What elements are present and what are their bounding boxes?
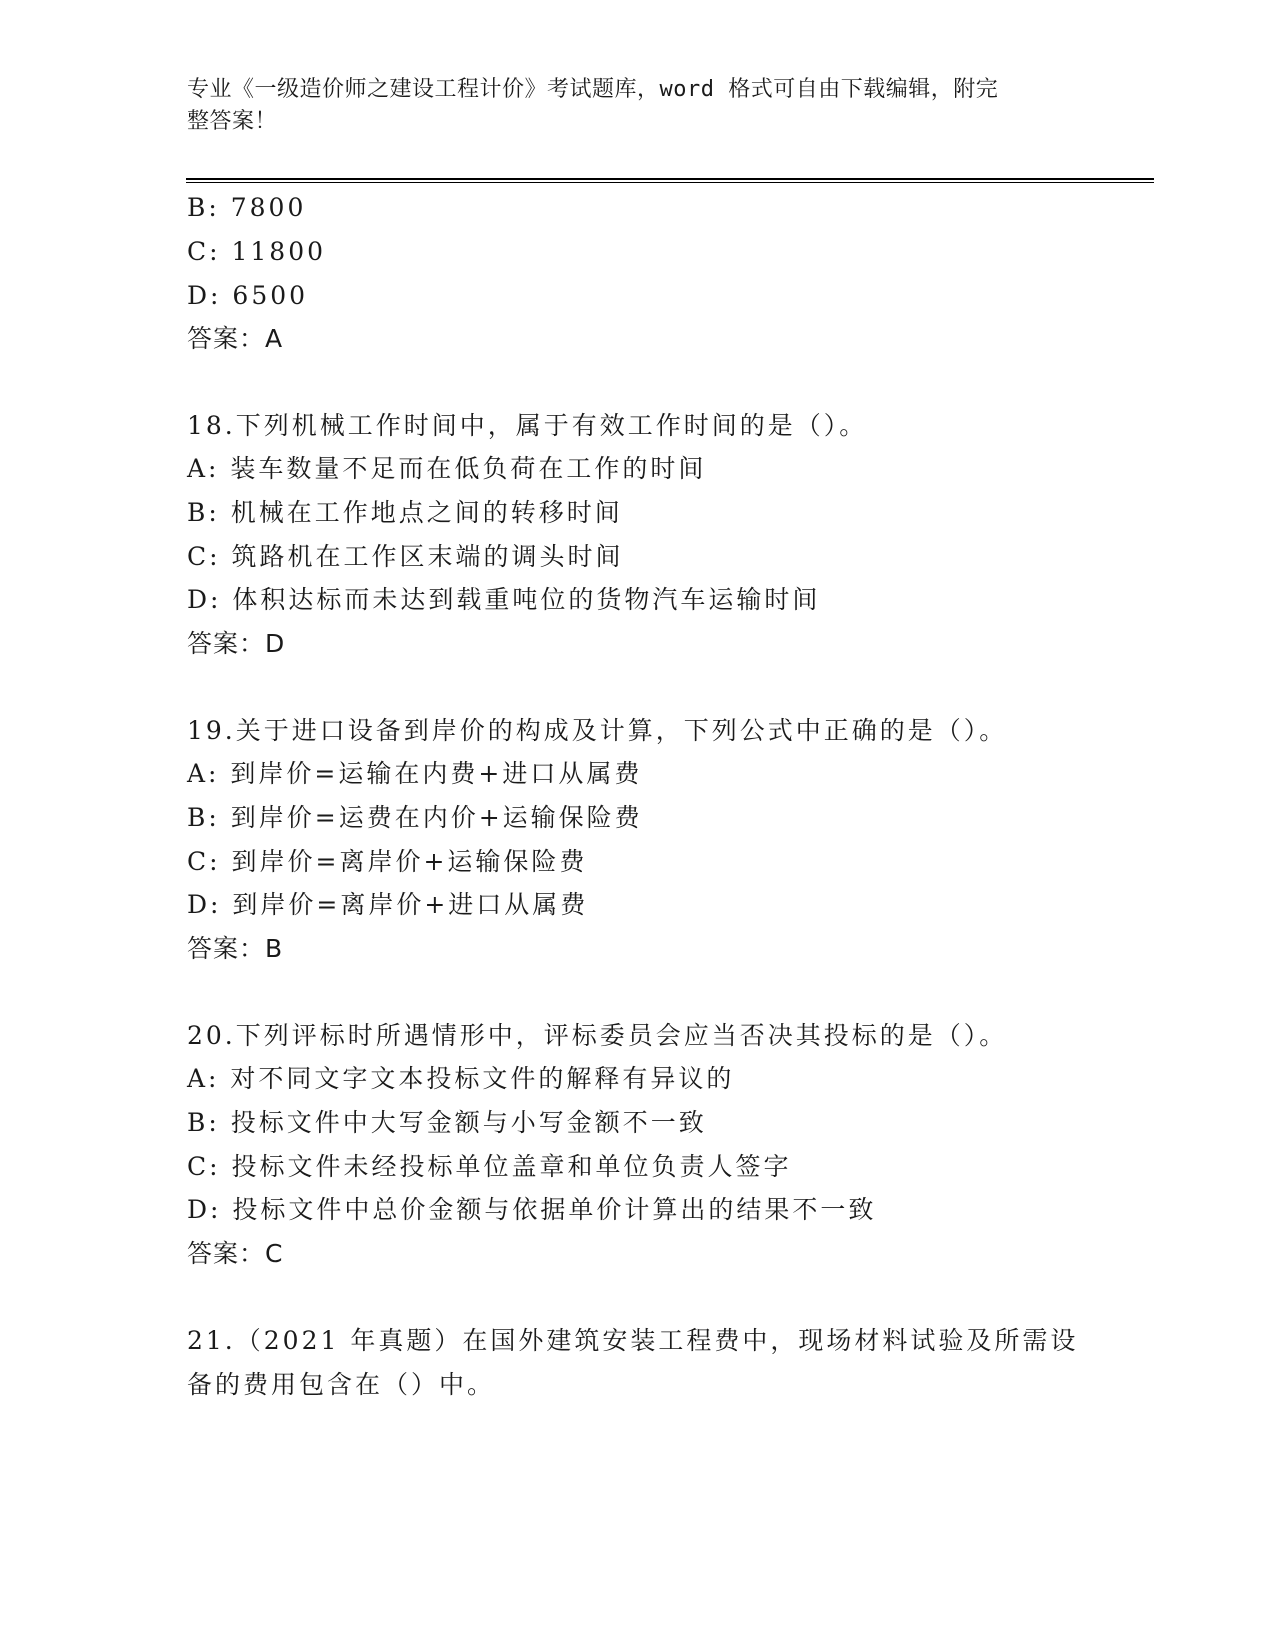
q18-option-a: A: 装车数量不足而在低负荷在工作的时间 bbox=[187, 454, 707, 483]
q18-option-b: B: 机械在工作地点之间的转移时间 bbox=[187, 498, 623, 527]
q19-option-a: A: 到岸价=运输在内费+进口从属费 bbox=[187, 759, 643, 788]
q18-answer: 答案：D bbox=[187, 629, 286, 658]
q20-option-a: A: 对不同文字文本投标文件的解释有异议的 bbox=[187, 1064, 735, 1093]
q19-stem: 19.关于进口设备到岸价的构成及计算，下列公式中正确的是（）。 bbox=[187, 716, 1008, 745]
q19-answer: 答案：B bbox=[187, 934, 284, 963]
q17-option-c: C: 11800 bbox=[187, 237, 327, 266]
q20-answer: 答案：C bbox=[187, 1239, 284, 1268]
header-divider-thick bbox=[186, 178, 1154, 180]
document-header bbox=[187, 74, 1087, 138]
q20-option-c: C: 投标文件未经投标单位盖章和单位负责人签字 bbox=[187, 1152, 792, 1181]
q21-stem-line-2: 备的费用包含在（）中。 bbox=[187, 1370, 496, 1399]
q20-option-d: D: 投标文件中总价金额与依据单价计算出的结果不一致 bbox=[187, 1195, 877, 1224]
header-divider-thin bbox=[186, 182, 1154, 183]
q19-option-d: D: 到岸价=离岸价+进口从属费 bbox=[187, 890, 589, 919]
q19-option-b: B: 到岸价=运费在内价+运输保险费 bbox=[187, 803, 643, 832]
q20-option-b: B: 投标文件中大写金额与小写金额不一致 bbox=[187, 1108, 707, 1137]
q17-answer: 答案：A bbox=[187, 324, 284, 353]
q18-option-c: C: 筑路机在工作区末端的调头时间 bbox=[187, 542, 624, 571]
header-line-1: 专业《一级造价师之建设工程计价》考试题库，word 格式可自由下载编辑，附完 bbox=[187, 77, 999, 102]
q20-stem: 20.下列评标时所遇情形中，评标委员会应当否决其投标的是（）。 bbox=[187, 1021, 1008, 1050]
q17-option-d: D: 6500 bbox=[187, 281, 309, 310]
header-line-2: 整答案！ bbox=[187, 109, 278, 134]
q18-stem: 18.下列机械工作时间中，属于有效工作时间的是（）。 bbox=[187, 411, 868, 440]
q21-stem-line-1: 21.（2021 年真题）在国外建筑安装工程费中，现场材料试验及所需设 bbox=[187, 1326, 1079, 1355]
q19-option-c: C: 到岸价=离岸价+运输保险费 bbox=[187, 847, 588, 876]
q17-option-b: B: 7800 bbox=[187, 193, 307, 222]
q18-option-d: D: 体积达标而未达到载重吨位的货物汽车运输时间 bbox=[187, 585, 821, 614]
